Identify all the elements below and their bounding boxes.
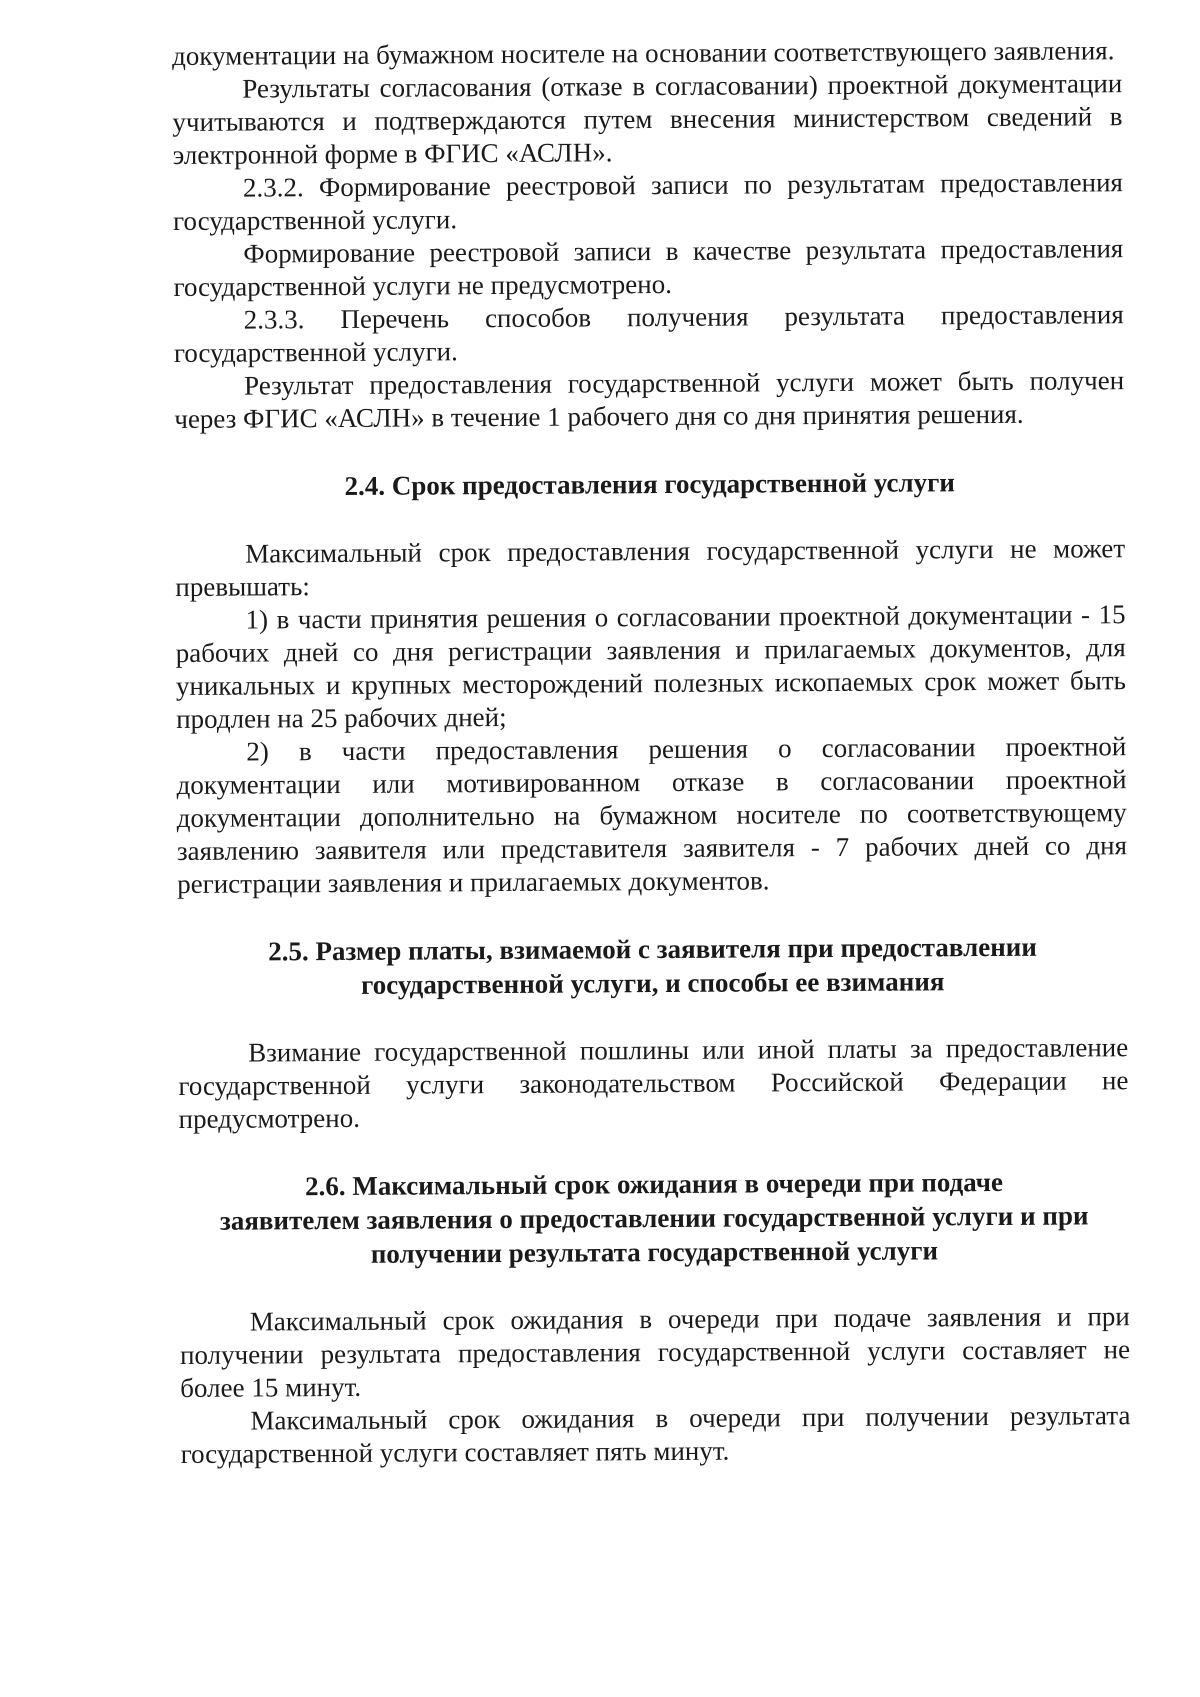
section-2-4-lead: Максимальный срок предоставления государственной услуги не может превышать: [175, 533, 1126, 602]
item-2-3-3-body: Результат предоставления государственной услуги может быть получен через ФГИС «АСЛН» в течение 1 рабочего дня со дня принятия решения. [174, 365, 1125, 434]
section-2-6-heading-line-2: заявителем заявления о предоставлении государственной услуги и при [219, 1200, 1089, 1236]
document-page [172, 34, 1131, 1471]
section-2-6-heading-line-1: 2.6. Максимальный срок ожидания в очереди при подаче [305, 1166, 1003, 1202]
section-2-5-heading-line-1: 2.5. Размер платы, взимаемой с заявителя при предоставлении [268, 931, 1037, 967]
item-2-3-2-title: 2.3.2. Формирование реестровой записи по результатам предоставления государственной услуги. [173, 167, 1123, 236]
section-2-6-heading-line-3: получении результата государственной услуги [370, 1235, 939, 1269]
section-2-6-body-2: Максимальный срок ожидания в очереди при получении результата государственной услуги составляет пять минут. [180, 1400, 1131, 1469]
intro-paragraph: документации на бумажном носителе на основании соответствующего заявления. [172, 35, 1115, 71]
section-2-6-heading [179, 1164, 1130, 1272]
section-2-5-heading [177, 929, 1127, 1003]
item-2-3-2-body: Формирование реестровой записи в качестве результата предоставления государственной услуги не предусмотрено. [173, 233, 1124, 302]
section-2-5-heading-line-2: государственной услуги, и способы ее взимания [361, 966, 945, 1000]
section-2-4-item-1: 1) в части принятия решения о согласовании проектной документации - 15 рабочих дней со дня регистрации заявления и прилагаемых документов, для уникальных и крупных месторождений полезных ископаемых срок может быть продлен на 25 рабочих дней; [175, 599, 1127, 734]
section-2-5-body: Взимание государственной пошлины или иной платы за предоставление государственной услуги законодательством Российской Федерации не предусмотрено. [178, 1032, 1129, 1134]
item-2-3-3-title: 2.3.3. Перечень способов получения результата предоставления государственной услуги. [173, 299, 1124, 368]
section-2-6-body-1: Максимальный срок ожидания в очереди при подаче заявления и при получении результата предоставления государственной услуги составляет не более 15 минут. [179, 1301, 1131, 1403]
section-2-4-heading: 2.4. Срок предоставления государственной услуги [344, 467, 955, 501]
section-2-4-item-2: 2) в части предоставления решения о согласовании проектной документации или мотивированном отказе в согласовании проектной документации дополнительно на бумажном носителе по соответствующему заявлению заявителя или представителя заявителя - 7 рабочих дней со дня регистрации заявления и прилагаемых документов. [176, 731, 1128, 899]
results-paragraph: Результаты согласования (отказе в согласовании) проектной документации учитываются и подтверждаются путем внесения министерством сведений в электронной форме в ФГИС «АСЛН». [172, 68, 1123, 170]
